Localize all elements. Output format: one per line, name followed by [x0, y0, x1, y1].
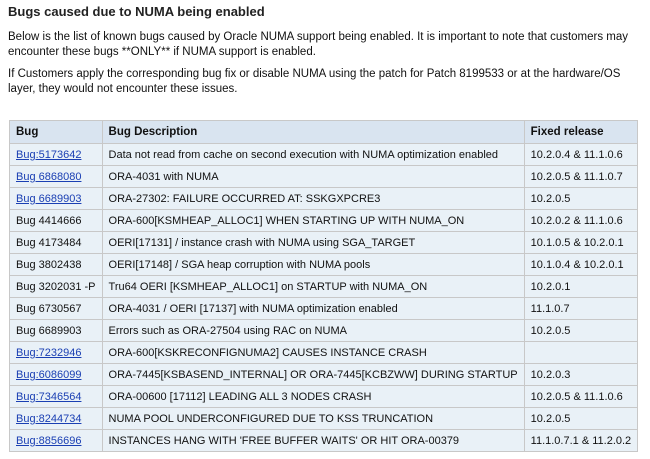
bug-cell: Bug 3802438	[10, 254, 103, 276]
fixed-release-cell: 11.1.0.7	[524, 298, 638, 320]
fixed-release-cell: 10.2.0.1	[524, 276, 638, 298]
bug-description-cell: ORA-4031 / OERI [17137] with NUMA optimization enabled	[102, 298, 524, 320]
bug-description-cell: ORA-7445[KSBASEND_INTERNAL] OR ORA-7445[KCBZWW] DURING STARTUP	[102, 364, 524, 386]
bug-link[interactable]: Bug:5173642	[16, 148, 82, 161]
table-row	[10, 320, 638, 342]
bugs-table	[9, 120, 638, 452]
fixed-release-cell: 10.2.0.2 & 11.1.0.6	[524, 210, 638, 232]
bug-cell: Bug 3202031 -P	[10, 276, 103, 298]
bug-cell	[10, 408, 103, 430]
table-row	[10, 364, 638, 386]
bug-cell	[10, 144, 103, 166]
bug-link[interactable]: Bug:6086099	[16, 368, 82, 381]
page-title: Bugs caused due to NUMA being enabled	[8, 4, 265, 19]
fixed-release-cell	[524, 342, 638, 364]
fixed-release-cell: 10.2.0.5 & 11.1.0.7	[524, 166, 638, 188]
table-header-row	[10, 121, 638, 144]
table-row	[10, 144, 638, 166]
fixed-release-cell: 10.2.0.5	[524, 188, 638, 210]
bug-cell	[10, 342, 103, 364]
intro-paragraph: Below is the list of known bugs caused by Oracle NUMA support being enabled. It is important to note that customers may encounter these bugs **ONLY** if NUMA support is enabled.	[8, 31, 629, 58]
table-row	[10, 232, 638, 254]
header-bug: Bug	[10, 121, 103, 144]
bug-description-cell: ORA-4031 with NUMA	[102, 166, 524, 188]
bug-link[interactable]: Bug:8856696	[16, 434, 82, 447]
note-paragraph: If Customers apply the corresponding bug fix or disable NUMA using the patch for Patch 8199533 or at the hardware/OS layer, they would not encounter these issues.	[8, 68, 621, 95]
bug-description-cell: ORA-00600 [17112] LEADING ALL 3 NODES CRASH	[102, 386, 524, 408]
bug-link[interactable]: Bug:8244734	[16, 412, 82, 425]
bug-description-cell: OERI[17148] / SGA heap corruption with NUMA pools	[102, 254, 524, 276]
table-row	[10, 276, 638, 298]
table-row	[10, 408, 638, 430]
bug-cell	[10, 430, 103, 452]
bug-description-cell: INSTANCES HANG WITH 'FREE BUFFER WAITS' OR HIT ORA-00379	[102, 430, 524, 452]
bug-cell	[10, 188, 103, 210]
fixed-release-cell: 10.2.0.5 & 11.1.0.6	[524, 386, 638, 408]
bug-link[interactable]: Bug:7232946	[16, 346, 82, 359]
bug-link[interactable]: Bug:7346564	[16, 390, 82, 403]
fixed-release-cell: 10.2.0.5	[524, 320, 638, 342]
bug-description-cell: ORA-27302: FAILURE OCCURRED AT: SSKGXPCRE3	[102, 188, 524, 210]
table-row	[10, 430, 638, 452]
bug-cell	[10, 166, 103, 188]
bug-cell: Bug 4414666	[10, 210, 103, 232]
bug-description-cell: ORA-600[KSMHEAP_ALLOC1] WHEN STARTING UP WITH NUMA_ON	[102, 210, 524, 232]
bug-link[interactable]: Bug 6689903	[16, 192, 82, 205]
fixed-release-cell: 10.2.0.3	[524, 364, 638, 386]
bug-description-cell: Errors such as ORA-27504 using RAC on NUMA	[102, 320, 524, 342]
fixed-release-cell: 10.1.0.4 & 10.2.0.1	[524, 254, 638, 276]
bug-description-cell: Tru64 OERI [KSMHEAP_ALLOC1] on STARTUP with NUMA_ON	[102, 276, 524, 298]
fixed-release-cell: 10.1.0.5 & 10.2.0.1	[524, 232, 638, 254]
bug-cell: Bug 6730567	[10, 298, 103, 320]
fixed-release-cell: 11.1.0.7.1 & 11.2.0.2	[524, 430, 638, 452]
table-row	[10, 342, 638, 364]
bug-description-cell: NUMA POOL UNDERCONFIGURED DUE TO KSS TRUNCATION	[102, 408, 524, 430]
table-row	[10, 386, 638, 408]
table-row	[10, 298, 638, 320]
bug-cell: Bug 4173484	[10, 232, 103, 254]
table-row	[10, 188, 638, 210]
bug-cell: Bug 6689903	[10, 320, 103, 342]
table-row	[10, 210, 638, 232]
header-fixed-release: Fixed release	[524, 121, 638, 144]
bug-cell	[10, 364, 103, 386]
bug-cell	[10, 386, 103, 408]
table-row	[10, 254, 638, 276]
table-row	[10, 166, 638, 188]
bug-description-cell: OERI[17131] / instance crash with NUMA using SGA_TARGET	[102, 232, 524, 254]
bug-description-cell: ORA-600[KSKRECONFIGNUMA2] CAUSES INSTANCE CRASH	[102, 342, 524, 364]
fixed-release-cell: 10.2.0.5	[524, 408, 638, 430]
header-bug-description: Bug Description	[102, 121, 524, 144]
bug-link[interactable]: Bug 6868080	[16, 170, 82, 183]
fixed-release-cell: 10.2.0.4 & 11.1.0.6	[524, 144, 638, 166]
bug-description-cell: Data not read from cache on second execution with NUMA optimization enabled	[102, 144, 524, 166]
